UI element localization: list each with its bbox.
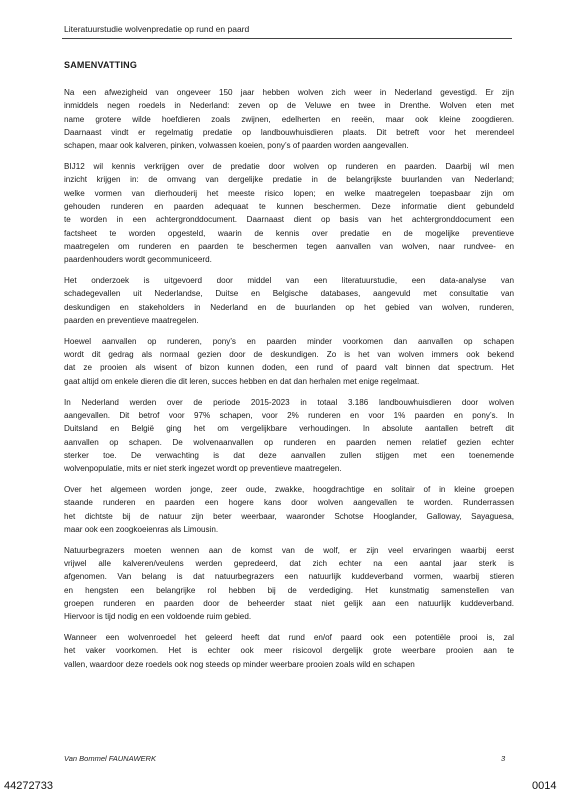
text-line: afgenomen. Van belang is dat natuurbegrazers een natuurlijk kuddeverband vormen, waarbij stieren <box>64 572 514 582</box>
text-line: Hoewel aanvallen op runderen, pony’s en paarden minder voorkomen dan aanvallen op schapen <box>64 336 514 346</box>
paragraph <box>64 396 514 476</box>
text-line: wolvenpopulatie, mits er niet sterk ingezet wordt op preventieve maatregelen. <box>64 464 342 474</box>
text-line: schadegevallen uit Nederlandse, Duitse en Belgische databases, aangevuld met consultatie van <box>64 289 514 299</box>
paragraph <box>64 335 514 388</box>
text-line: BIJ12 wil kennis verkrijgen over de predatie door wolven op runderen en paarden. Daarbij wil men <box>64 162 514 172</box>
text-line: sterker toe. De verwachting is dat deze aanvallen zullen stijgen met een toenemende <box>64 450 514 460</box>
text-line: Natuurbegrazers moeten wennen aan de komst van de wolf, er zijn veel ervaringen waarbij eerst <box>64 545 514 555</box>
text-line: staande runderen en paarden een hogere kans door wolven aangevallen te worden. Runderrassen <box>64 498 514 508</box>
text-line: factsheet te worden opgesteld, waarin de kennis over predatie en de mogelijke preventieve <box>64 228 514 238</box>
text-line: gaat altijd om enkele dieren die dit leren, succes hebben en dat dan herhalen met enige regelmaat. <box>64 376 420 386</box>
text-line: het vaker voorkomen. Het is echter ook meer risicovol dergelijk grote weerbare prooien aan te <box>64 646 514 656</box>
text-line: Duitsland en België ging het om vergelijkbare verhoudingen. In absolute aantallen betreft dit <box>64 424 514 434</box>
text-line: aangevallen. Dit betrof voor 97% schapen, voor 2% runderen en voor 1% paarden en pony’s. In <box>64 410 514 420</box>
document-id: 44272733 <box>4 780 53 792</box>
running-header: Literatuurstudie wolvenpredatie op rund en paard <box>64 24 250 34</box>
text-line: schapen, maar ook kalveren, pinken, volwassen koeien, pony’s of paarden worden aangevallen. <box>64 141 409 151</box>
text-line: en hengsten een belangrijke rol hebben bij de verdediging. Het kunstmatig samenstellen van <box>64 585 514 595</box>
text-line: paarden en preventieve maatregelen. <box>64 315 199 325</box>
text-line: het dichtste bij de natuur zijn beter weerbaar, waaronder Schotse Hooglander, Galloway, Sayaguesa, <box>64 511 514 521</box>
paragraph <box>64 544 514 624</box>
text-line: vrijwel alle kalveren/veulens werden gepredeerd, dat zich echter na een aantal jaar sterk is <box>64 559 514 569</box>
text-line: maar ook een zoogkoeienras als Limousin. <box>64 524 219 534</box>
text-line: wordt dit gedrag als normaal gezien door de deskundigen. Zo is het van wolven immers ook bekend <box>64 350 514 360</box>
text-line: inzicht krijgen in: de omvang van dergelijke predatie in de belangrijkste buurlanden van Nederland; <box>64 175 514 185</box>
text-line: paardenhouders wordt gecommuniceerd. <box>64 255 212 265</box>
header-divider <box>62 38 512 39</box>
text-line: groepen runderen en paarden door de beheerder staat niet gelijk aan een natuurlijk kuddeverband. <box>64 598 514 608</box>
paragraph <box>64 483 514 536</box>
text-line: deskundigen en stakeholders in Nederland en de buurlanden op het gebied van wolven, runderen, <box>64 302 514 312</box>
text-line: aanvallen op schapen. De wolvenaanvallen op runderen en paarden nemen relatief gezien echter <box>64 437 514 447</box>
paragraph <box>64 160 514 266</box>
sheet-number: 0014 <box>532 780 557 792</box>
text-line: dat ze prooien als wisent of bizon kunnen doden, een rund of paard valt binnen dat spectrum. Het <box>64 363 514 373</box>
text-line: Het onderzoek is uitgevoerd door middel van een literatuurstudie, een data-analyse van <box>64 276 514 286</box>
text-line: name grotere wilde hoefdieren zoals zwijnen, edelherten en reeën, maar ook kleine zoogdieren. <box>64 114 514 124</box>
summary-body <box>64 86 514 679</box>
text-line: Wanneer een wolvenroedel het geleerd heeft dat rund en/of paard ook een potentiële prooi is, zal <box>64 633 514 643</box>
paragraph <box>64 274 514 327</box>
page-number: 3 <box>501 754 506 763</box>
paragraph <box>64 86 514 152</box>
running-footer: Van Bommel FAUNAWERK <box>64 754 156 763</box>
text-line: In Nederland werden over de periode 2015-2023 in totaal 3.186 landbouwhuisdieren door wolven <box>64 397 514 407</box>
text-line: maatregelen om runderen en paarden te beschermen tegen aanvallen van wolven, naar rundvee- en <box>64 241 514 251</box>
text-line: Daarnaast vindt er regelmatig predatie op landbouwhuisdieren plaats. Dit betreft voor het merendeel <box>64 127 514 137</box>
text-line: inmiddels negen roedels in Nederland: zeven op de Veluwe en twee in Drenthe. Wolven eten met <box>64 101 514 111</box>
text-line: Na een afwezigheid van ongeveer 150 jaar hebben wolven zich weer in Nederland gevestigd. Er zijn <box>64 88 514 97</box>
text-line: Hiervoor is tijd nodig en een voldoende ruim gebied. <box>64 612 252 622</box>
section-title: SAMENVATTING <box>64 60 138 70</box>
text-line: te worden in een achtergronddocument. Daarnaast dient op basis van het achtergronddocument een <box>64 215 514 225</box>
text-line: gehouden runderen en paarden adequaat te kunnen beschermen. Deze informatie dient gebundeld <box>64 201 514 211</box>
text-line: vallen, waardoor deze roedels ook nog steeds op minder weerbare prooien zoals wild en schapen <box>64 659 415 669</box>
paragraph <box>64 631 514 671</box>
text-line: welke vormen van dierhouderij het meeste risico lopen; en welke maatregelen toepasbaar zijn om <box>64 188 514 198</box>
text-line: Over het algemeen worden jonge, zeer oude, zwakke, hoogdrachtige en solitair of in kleine groepen <box>64 484 514 494</box>
